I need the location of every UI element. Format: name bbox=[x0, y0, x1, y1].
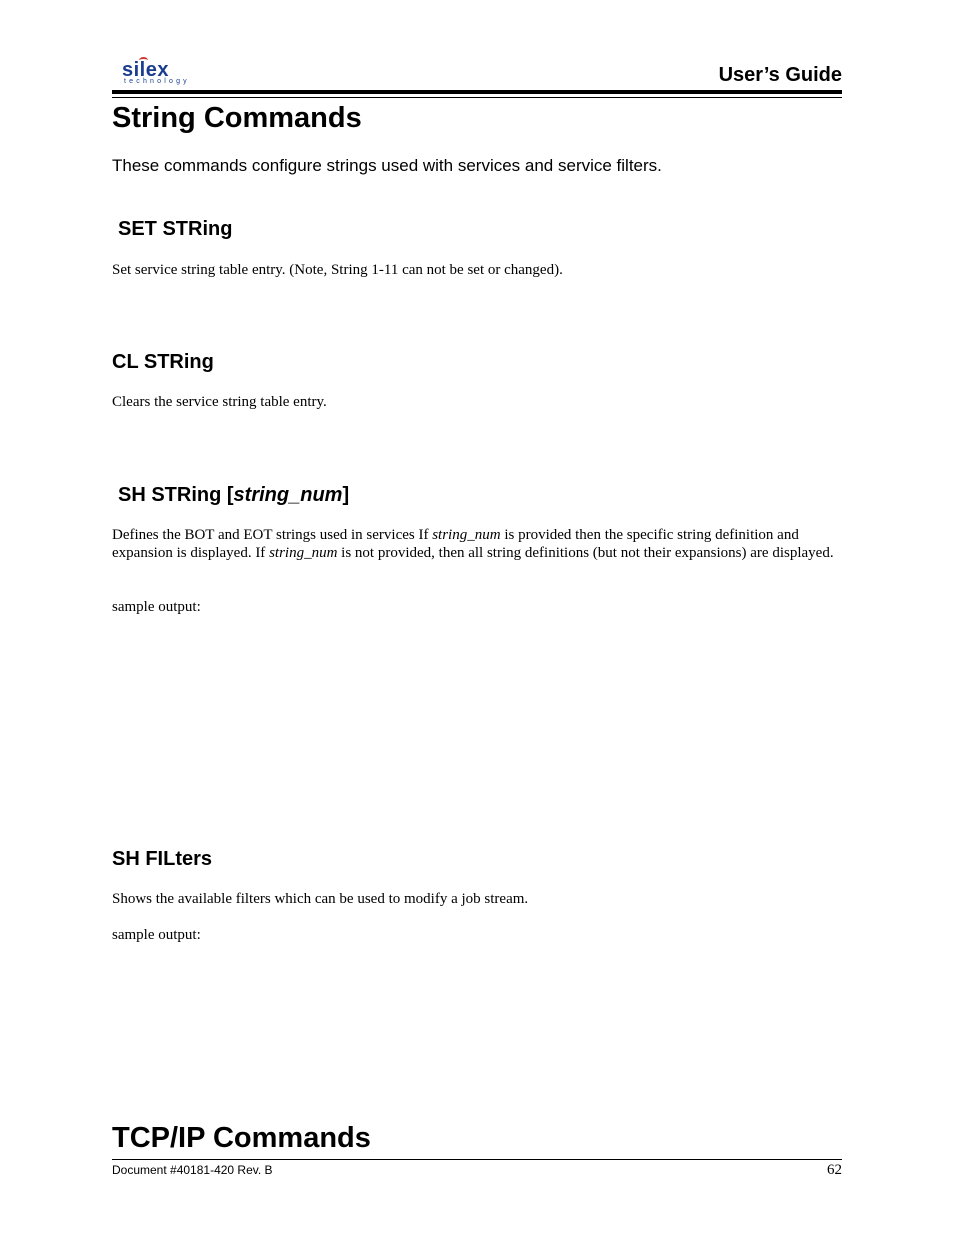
heading-cl-string: CL STRing bbox=[112, 351, 214, 373]
heading-sh-string-suffix: ] bbox=[342, 484, 350, 506]
footer-page-number: 62 bbox=[827, 1162, 842, 1178]
sh-filters-sample-label: sample output: bbox=[112, 927, 201, 943]
section-title-string-commands: String Commands bbox=[112, 102, 362, 134]
header-rule-thick bbox=[112, 90, 842, 94]
sh-string-desc-param1: string_num bbox=[432, 527, 501, 543]
guide-title: User’s Guide bbox=[718, 64, 842, 86]
logo-word: silex bbox=[122, 59, 169, 81]
set-string-description: Set service string table entry. (Note, String 1-11 can not be set or changed). bbox=[112, 262, 563, 278]
heading-sh-string bbox=[118, 483, 349, 507]
sh-filters-description: Shows the available filters which can be used to modify a job stream. bbox=[112, 891, 529, 907]
sh-string-desc-param2: string_num bbox=[269, 545, 338, 561]
sh-string-desc-part1: Defines the BOT and EOT strings used in services If bbox=[112, 527, 433, 543]
sh-string-desc-part3: is not provided, then all string definitions (but not their expansions) are displayed. bbox=[337, 545, 834, 561]
heading-sh-string-param: string_num bbox=[233, 484, 343, 506]
heading-sh-filters: SH FILters bbox=[112, 848, 213, 870]
footer-rule bbox=[112, 1159, 842, 1160]
section-intro: These commands configure strings used with services and service filters. bbox=[112, 156, 662, 175]
heading-set-string: SET STRing bbox=[118, 218, 233, 240]
silex-logo bbox=[122, 60, 192, 90]
heading-sh-string-prefix: SH STRing [ bbox=[118, 484, 234, 506]
sh-string-sample-label: sample output: bbox=[112, 599, 201, 615]
cl-string-description: Clears the service string table entry. bbox=[112, 394, 327, 410]
footer-document-id: Document #40181-420 Rev. B bbox=[112, 1163, 273, 1177]
logo-subtitle: technology bbox=[124, 78, 190, 85]
header-rule-thin bbox=[112, 97, 842, 98]
sh-string-description bbox=[112, 526, 842, 562]
sh-string-desc-part2: is provided then the specific string definition and expansion is displayed. If bbox=[112, 527, 799, 561]
section-title-tcpip-commands: TCP/IP Commands bbox=[112, 1122, 371, 1154]
